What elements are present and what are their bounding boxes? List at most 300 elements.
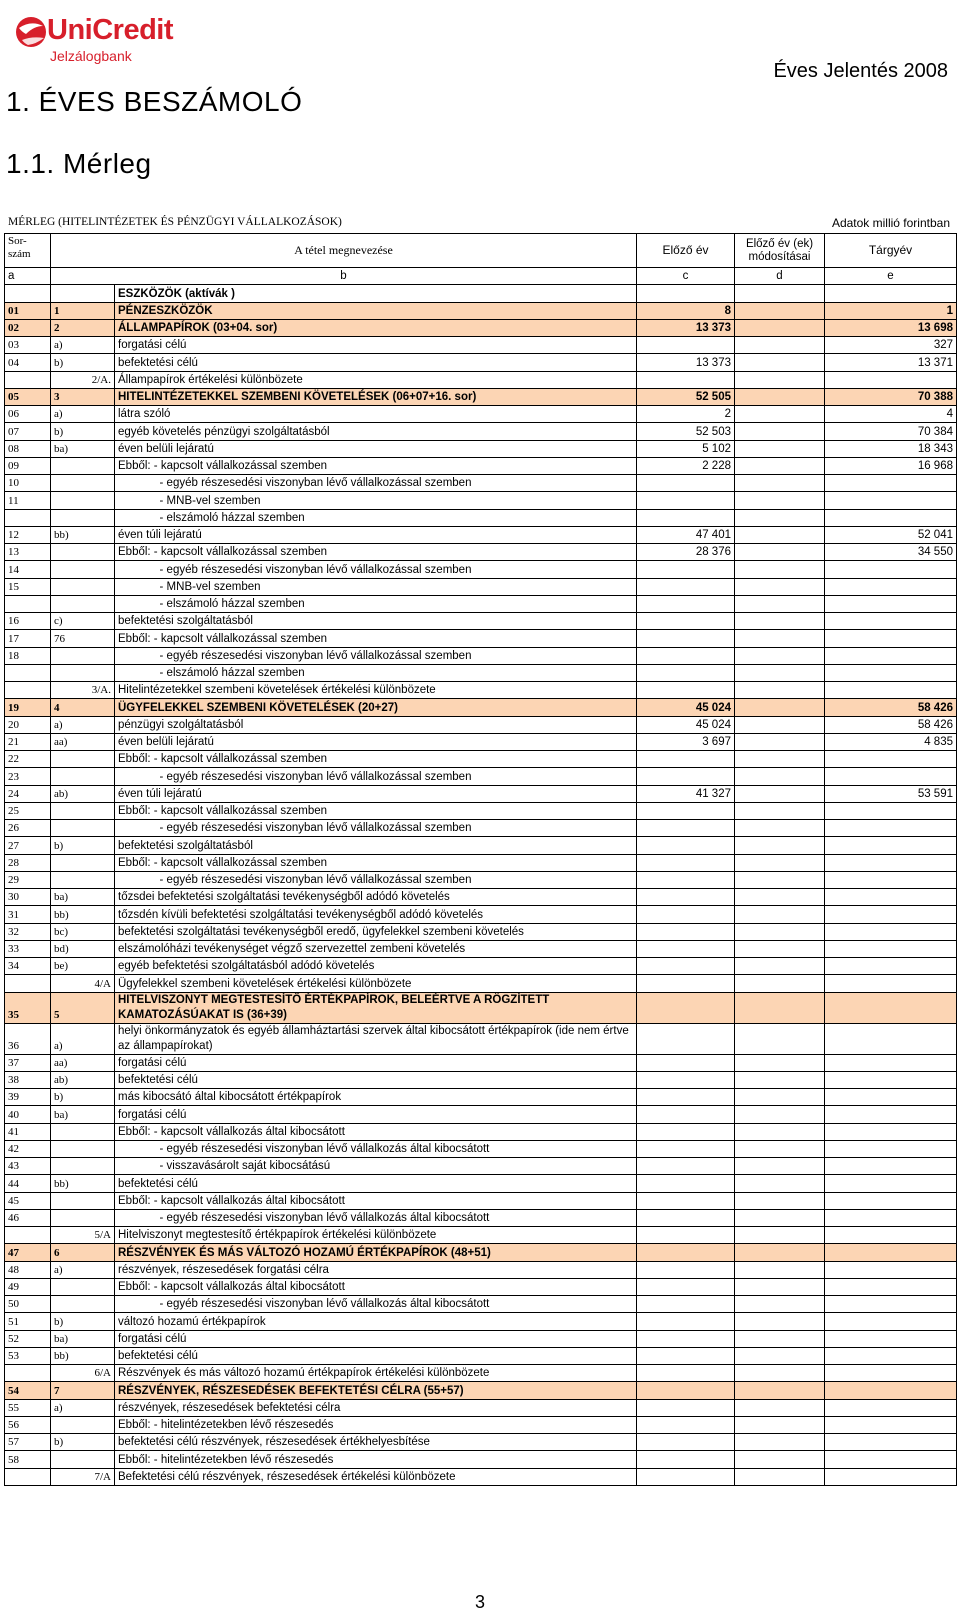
row-modifications [735,492,825,509]
row-code [51,1209,115,1226]
column-letter-row [5,268,957,285]
row-description: Ebből: - kapcsolt vállalkozással szemben [115,630,637,647]
row-code [51,285,115,302]
table-row [5,1227,957,1244]
row-code: ba) [51,440,115,457]
row-modifications [735,630,825,647]
row-code: 76 [51,630,115,647]
row-modifications [735,1468,825,1485]
table-row [5,1192,957,1209]
row-code [51,1416,115,1433]
table-row [5,1330,957,1347]
row-previous-year [637,1244,735,1261]
row-modifications [735,1054,825,1071]
row-number [5,595,51,612]
row-code: bb) [51,526,115,543]
row-previous-year [637,1106,735,1123]
row-previous-year [637,940,735,957]
row-number [5,371,51,388]
row-number: 11 [5,492,51,509]
table-header [5,234,957,285]
row-description: befektetési célú [115,1071,637,1088]
row-code: b) [51,354,115,371]
row-number: 52 [5,1330,51,1347]
row-code [51,1192,115,1209]
row-modifications [735,1416,825,1433]
row-modifications [735,1123,825,1140]
row-number: 53 [5,1347,51,1364]
row-number: 48 [5,1261,51,1278]
row-previous-year: 2 228 [637,457,735,474]
row-previous-year [637,1158,735,1175]
table-row [5,768,957,785]
row-code [51,1451,115,1468]
row-number: 25 [5,802,51,819]
header-elozo-ev: Előző év [637,234,735,268]
table-row [5,854,957,871]
row-number: 30 [5,889,51,906]
row-current-year [825,1192,957,1209]
row-previous-year [637,1261,735,1278]
row-code: b) [51,1089,115,1106]
row-modifications [735,526,825,543]
row-number: 19 [5,699,51,716]
table-row [5,1054,957,1071]
row-number [5,975,51,992]
row-description: részvények, részesedések befektetési célra [115,1399,637,1416]
table-row [5,1399,957,1416]
row-number: 47 [5,1244,51,1261]
row-current-year [825,613,957,630]
row-code: bb) [51,1175,115,1192]
row-code: aa) [51,733,115,750]
row-description: tőzsdén kívüli befektetési szolgáltatási tevékenységből adódó követelés [115,906,637,923]
row-previous-year [637,1054,735,1071]
row-code: b) [51,1313,115,1330]
row-description: RÉSZVÉNYEK, RÉSZESEDÉSEK BEFEKTETÉSI CÉLRA (55+57) [115,1382,637,1399]
row-previous-year [637,871,735,888]
row-current-year [825,1054,957,1071]
row-previous-year [637,1023,735,1054]
row-current-year: 52 041 [825,526,957,543]
table-row [5,1313,957,1330]
row-description: - elszámoló házzal szemben [115,595,637,612]
row-number [5,1468,51,1485]
row-code: 4/A [51,975,115,992]
row-number: 12 [5,526,51,543]
table-row [5,1140,957,1157]
row-current-year [825,854,957,871]
row-description: - egyéb részesedési viszonyban lévő vállalkozással szemben [115,647,637,664]
table-row [5,423,957,440]
row-description: RÉSZVÉNYEK ÉS MÁS VÁLTOZÓ HOZAMÚ ÉRTÉKPAPÍROK (48+51) [115,1244,637,1261]
row-code [51,1140,115,1157]
row-previous-year [637,561,735,578]
row-description: ESZKÖZÖK (aktívák ) [115,285,637,302]
table-row [5,1434,957,1451]
row-description: Ebből: - kapcsolt vállalkozás által kibocsátott [115,1123,637,1140]
row-current-year [825,1399,957,1416]
row-modifications [735,388,825,405]
table-row [5,1451,957,1468]
row-current-year [825,1434,957,1451]
row-code [51,492,115,509]
row-code [51,595,115,612]
table-row [5,1347,957,1364]
table-row [5,1175,957,1192]
row-modifications [735,1140,825,1157]
row-number: 01 [5,302,51,319]
row-number: 37 [5,1054,51,1071]
row-current-year: 4 [825,406,957,423]
row-previous-year: 5 102 [637,440,735,457]
row-previous-year [637,1140,735,1157]
row-modifications [735,733,825,750]
row-description: Részvények és más változó hozamú értékpapírok értékelési különbözete [115,1365,637,1382]
row-modifications [735,302,825,319]
row-previous-year [637,1192,735,1209]
row-code [51,475,115,492]
row-description: HITELINTÉZETEKKEL SZEMBENI KÖVETELÉSEK (06+07+16. sor) [115,388,637,405]
row-code [51,1296,115,1313]
table-row [5,1261,957,1278]
row-current-year: 70 384 [825,423,957,440]
row-description: Ebből: - hitelintézetekben lévő részesedés [115,1451,637,1468]
row-number: 07 [5,423,51,440]
letter-a: a [5,268,51,285]
row-current-year: 18 343 [825,440,957,457]
row-code: ab) [51,785,115,802]
row-modifications [735,1451,825,1468]
row-modifications [735,837,825,854]
row-description: Hitelviszonyt megtestesítő értékpapírok értékelési különbözete [115,1227,637,1244]
row-modifications [735,1347,825,1364]
row-code: 1 [51,302,115,319]
row-previous-year [637,1451,735,1468]
row-description: Ebből: - kapcsolt vállalkozás által kibocsátott [115,1192,637,1209]
row-code: b) [51,423,115,440]
row-code [51,457,115,474]
row-previous-year [637,1227,735,1244]
row-current-year [825,1451,957,1468]
row-current-year [825,682,957,699]
row-description: forgatási célú [115,1330,637,1347]
table-row [5,1089,957,1106]
row-code: 2 [51,319,115,336]
row-description: Ebből: - hitelintézetekben lévő részesedés [115,1416,637,1433]
table-row [5,285,957,302]
table-row [5,492,957,509]
row-number: 31 [5,906,51,923]
table-row [5,871,957,888]
table-row [5,1071,957,1088]
row-code: b) [51,1434,115,1451]
table-row [5,889,957,906]
row-number: 24 [5,785,51,802]
row-number: 10 [5,475,51,492]
row-modifications [735,940,825,957]
row-previous-year [637,613,735,630]
row-modifications [735,1209,825,1226]
row-number: 56 [5,1416,51,1433]
row-current-year: 327 [825,337,957,354]
row-description: Ebből: - kapcsolt vállalkozással szemben [115,457,637,474]
table-title: MÉRLEG (HITELINTÉZETEK ÉS PÉNZÜGYI VÁLLALKOZÁSOK) [8,216,342,228]
table-row [5,1209,957,1226]
row-description: éven belüli lejáratú [115,440,637,457]
row-previous-year [637,1175,735,1192]
row-number: 38 [5,1071,51,1088]
row-number: 44 [5,1175,51,1192]
row-number: 03 [5,337,51,354]
row-previous-year [637,371,735,388]
row-code [51,802,115,819]
row-previous-year [637,337,735,354]
row-number: 34 [5,958,51,975]
row-modifications [735,820,825,837]
row-code: a) [51,1023,115,1054]
row-code: ab) [51,1071,115,1088]
row-modifications [735,1089,825,1106]
row-description: pénzügyi szolgáltatásból [115,716,637,733]
row-code: aa) [51,1054,115,1071]
row-description: HITELVISZONYT MEGTESTESÍTŐ ÉRTÉKPAPÍROK, BELEÉRTVE A RÖGZÍTETT KAMATOZÁSÚAKAT IS (36+39) [115,992,637,1023]
row-code: 5 [51,992,115,1023]
row-number: 45 [5,1192,51,1209]
row-current-year [825,1382,957,1399]
row-modifications [735,613,825,630]
row-number: 26 [5,820,51,837]
row-current-year [825,940,957,957]
row-previous-year [637,1296,735,1313]
row-description: - elszámoló házzal szemben [115,664,637,681]
row-previous-year: 41 327 [637,785,735,802]
row-previous-year [637,923,735,940]
row-previous-year [637,958,735,975]
row-modifications [735,354,825,371]
table-row [5,440,957,457]
row-modifications [735,871,825,888]
row-previous-year [637,492,735,509]
row-current-year [825,975,957,992]
row-modifications [735,406,825,423]
row-description: befektetési célú [115,1175,637,1192]
row-current-year [825,889,957,906]
row-modifications [735,785,825,802]
row-code [51,578,115,595]
row-modifications [735,664,825,681]
row-code [51,509,115,526]
row-number: 21 [5,733,51,750]
row-description: - elszámoló házzal szemben [115,509,637,526]
row-modifications [735,699,825,716]
table-row [5,337,957,354]
section-heading: 1.1. Mérleg [6,148,152,179]
row-previous-year: 52 503 [637,423,735,440]
row-modifications [735,1023,825,1054]
table-row [5,1158,957,1175]
row-code [51,1123,115,1140]
table-row [5,1382,957,1399]
table-row [5,699,957,716]
row-previous-year [637,820,735,837]
header-sorszam: Sor- szám [5,234,51,268]
table-row [5,785,957,802]
row-previous-year [637,992,735,1023]
row-current-year: 53 591 [825,785,957,802]
table-row [5,664,957,681]
table-row [5,1278,957,1295]
row-number: 55 [5,1399,51,1416]
table-body [5,285,957,1486]
row-modifications [735,509,825,526]
row-current-year: 58 426 [825,699,957,716]
row-previous-year [637,975,735,992]
row-previous-year [637,1209,735,1226]
row-current-year [825,751,957,768]
row-code: a) [51,1261,115,1278]
row-description: egyéb befektetési szolgáltatásból adódó követelés [115,958,637,975]
row-code [51,751,115,768]
row-previous-year [637,1434,735,1451]
row-code [51,820,115,837]
table-row [5,906,957,923]
row-code: a) [51,1399,115,1416]
row-description: elszámolóházi tevékenységet végző szervezettel zembeni követelés [115,940,637,957]
row-code [51,561,115,578]
row-number [5,682,51,699]
table-row [5,388,957,405]
row-current-year [825,906,957,923]
page-number: 3 [474,1592,485,1612]
row-code: be) [51,958,115,975]
row-modifications [735,1330,825,1347]
row-modifications [735,319,825,336]
row-description: éven túli lejáratú [115,785,637,802]
table-row [5,958,957,975]
row-number: 15 [5,578,51,595]
row-code: c) [51,613,115,630]
row-current-year [825,1468,957,1485]
table-row [5,354,957,371]
row-current-year: 70 388 [825,388,957,405]
row-description: látra szóló [115,406,637,423]
row-description: Ebből: - kapcsolt vállalkozással szemben [115,854,637,871]
row-description: - egyéb részesedési viszonyban lévő vállalkozás által kibocsátott [115,1296,637,1313]
row-modifications [735,337,825,354]
row-modifications [735,1192,825,1209]
row-current-year [825,992,957,1023]
logo-brand-text: UniCredit [47,14,173,46]
row-code [51,1278,115,1295]
row-number [5,509,51,526]
row-previous-year [637,1365,735,1382]
row-previous-year: 45 024 [637,716,735,733]
row-code: a) [51,337,115,354]
row-number: 20 [5,716,51,733]
row-modifications [735,544,825,561]
row-code [51,664,115,681]
row-code: b) [51,837,115,854]
row-modifications [735,751,825,768]
table-row [5,647,957,664]
row-code: 7 [51,1382,115,1399]
row-number: 06 [5,406,51,423]
table-row [5,1023,957,1054]
row-current-year: 34 550 [825,544,957,561]
row-previous-year: 13 373 [637,354,735,371]
row-previous-year: 2 [637,406,735,423]
row-current-year [825,509,957,526]
row-number: 09 [5,457,51,474]
row-description: Ebből: - kapcsolt vállalkozással szemben [115,544,637,561]
row-previous-year [637,802,735,819]
page-heading: 1. ÉVES BESZÁMOLÓ [6,86,303,117]
row-code: ba) [51,1330,115,1347]
row-description: változó hozamú értékpapírok [115,1313,637,1330]
table-row [5,923,957,940]
row-previous-year [637,751,735,768]
row-code: bb) [51,1347,115,1364]
row-current-year [825,1313,957,1330]
row-modifications [735,1227,825,1244]
row-modifications [735,423,825,440]
row-previous-year [637,1313,735,1330]
row-number: 02 [5,319,51,336]
row-code: 7/A [51,1468,115,1485]
row-description: Befektetési célú részvények, részesedések értékelési különbözete [115,1468,637,1485]
row-code: bc) [51,923,115,940]
row-number: 54 [5,1382,51,1399]
row-number: 43 [5,1158,51,1175]
table-row [5,319,957,336]
row-description: ÜGYFELEKKEL SZEMBENI KÖVETELÉSEK (20+27) [115,699,637,716]
row-current-year: 13 371 [825,354,957,371]
row-description: éven belüli lejáratú [115,733,637,750]
row-previous-year [637,889,735,906]
row-number: 27 [5,837,51,854]
row-current-year: 1 [825,302,957,319]
row-code [51,768,115,785]
row-previous-year [637,837,735,854]
row-number: 36 [5,1023,51,1054]
row-current-year [825,1261,957,1278]
row-modifications [735,1399,825,1416]
row-current-year [825,1416,957,1433]
row-previous-year: 13 373 [637,319,735,336]
row-current-year [825,630,957,647]
row-description: forgatási célú [115,337,637,354]
row-previous-year [637,595,735,612]
row-current-year [825,1071,957,1088]
row-modifications [735,647,825,664]
row-description: ÁLLAMPAPÍROK (03+04. sor) [115,319,637,336]
row-modifications [735,1071,825,1088]
row-current-year [825,958,957,975]
row-modifications [735,440,825,457]
logo-sub-text: Jelzálogbank [50,48,132,64]
unit-note: Adatok millió forintban [831,216,950,230]
row-number: 23 [5,768,51,785]
row-description: - egyéb részesedési viszonyban lévő vállalkozással szemben [115,475,637,492]
row-description: PÉNZESZKÖZÖK [115,302,637,319]
row-current-year [825,1244,957,1261]
row-current-year [825,578,957,595]
row-description: részvények, részesedések forgatási célra [115,1261,637,1278]
row-description: befektetési szolgáltatási tevékenységből eredő, ügyfelekkel szembeni követelés [115,923,637,940]
row-description: - egyéb részesedési viszonyban lévő vállalkozással szemben [115,871,637,888]
row-previous-year [637,647,735,664]
